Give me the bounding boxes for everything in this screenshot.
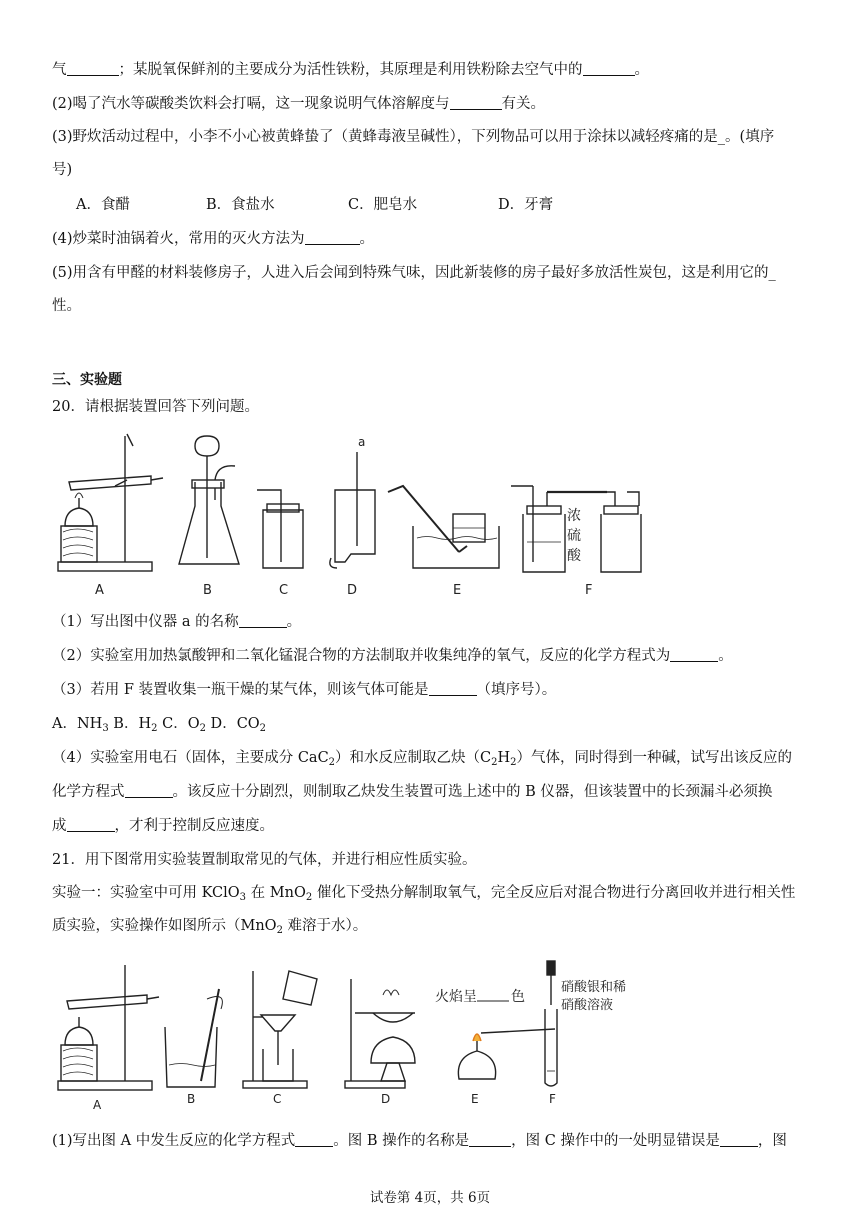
text: 有关。 — [501, 96, 546, 112]
fig-label-b: B — [203, 583, 212, 598]
section-title: 三、实验题 — [52, 372, 122, 388]
q19-line3b: 号) — [52, 162, 73, 178]
fig-label-d: D — [347, 583, 358, 598]
q19-line2 — [52, 94, 812, 114]
text: (2)喝了汽水等碳酸类饮料会打嗝，这一现象说明气体溶解度与 — [52, 96, 450, 112]
subscript: 3 — [102, 723, 109, 734]
q19-line1 — [52, 60, 812, 80]
fig-label-f: F — [585, 583, 593, 598]
text: 催化下受热分解制取氧气，完全反应后对混合物进行分离回收并进行相关性 — [312, 885, 796, 901]
option-d[interactable]: D．CO — [205, 716, 260, 732]
answer-blank[interactable] — [305, 230, 360, 245]
apparatus-d — [330, 452, 375, 568]
text: （1）写出图中仪器 a 的名称 — [52, 614, 239, 630]
option-a[interactable]: A．NH — [52, 716, 103, 732]
q20-part1 — [52, 612, 812, 632]
fig-label-e: E — [453, 583, 462, 598]
answer-blank[interactable] — [239, 613, 287, 628]
q21-exp1-line1 — [52, 883, 812, 908]
subscript: 2 — [199, 723, 206, 734]
option-c[interactable]: C．O — [157, 716, 200, 732]
q20-part4-line2 — [52, 782, 812, 802]
fig21-label-b: B — [187, 1092, 196, 1106]
q19-options — [76, 195, 836, 215]
answer-blank[interactable] — [450, 95, 502, 110]
text: (4)炒菜时油锅着火，常用的灭火方法为 — [52, 231, 305, 247]
setup-a — [58, 965, 159, 1090]
q20-stem: 20．请根据装置回答下列问题。 — [52, 399, 259, 415]
fig21-label-c: C — [273, 1092, 282, 1106]
text: 气 — [52, 62, 67, 78]
text: ）气体，同时得到一种碱，试写出该反应的 — [516, 750, 793, 766]
setup-c — [243, 971, 317, 1088]
q19-line4 — [52, 229, 812, 249]
subscript: 2 — [151, 723, 158, 734]
subscript: 2 — [510, 757, 517, 768]
answer-blank[interactable] — [67, 61, 119, 76]
reagent-label-1: 硝酸银和稀 — [561, 980, 627, 995]
text: ，图 — [757, 1133, 787, 1149]
text: 在 MnO — [246, 885, 306, 901]
option-c[interactable]: C．肥皂水 — [348, 197, 418, 213]
q21-part1 — [52, 1131, 812, 1151]
text: ）和水反应制取乙炔（C — [335, 750, 492, 766]
option-a[interactable]: A．食醋 — [76, 197, 130, 213]
apparatus-e — [388, 486, 499, 568]
q19-line5b: 性。 — [52, 298, 81, 314]
answer-blank[interactable] — [720, 1132, 758, 1147]
acid-label-2: 硫 — [567, 528, 581, 544]
option-b[interactable]: B．食盐水 — [206, 197, 275, 213]
text: 。图 B 操作的名称是 — [333, 1133, 470, 1149]
q20-part4-line3 — [52, 816, 812, 836]
text: （2）实验室用加热氯酸钾和二氧化锰混合物的方法制取并收集纯净的氧气，反应的化学方程式为 — [52, 648, 671, 664]
flame-label: 火焰呈 — [435, 989, 477, 1005]
subscript: 3 — [239, 892, 247, 903]
text: （填序号）。 — [476, 682, 557, 698]
q20-part2 — [52, 646, 812, 666]
text: （3）若用 F 装置收集一瓶干燥的某气体，则该气体可能是 — [52, 682, 429, 698]
text: 。 — [634, 62, 649, 78]
q20-part4-line1 — [52, 748, 812, 773]
answer-blank[interactable] — [583, 61, 635, 76]
flame-color-suffix: 色 — [511, 989, 525, 1005]
text: 。 — [359, 231, 375, 247]
setup-d — [345, 979, 415, 1088]
subscript: 2 — [259, 723, 267, 734]
q20-part3-options — [52, 714, 812, 739]
setup-f — [545, 961, 557, 1086]
answer-blank[interactable] — [125, 783, 173, 798]
subscript: 2 — [491, 757, 498, 768]
apparatus-a — [58, 434, 163, 571]
text: (1)写出图 A 中发生反应的化学方程式 — [52, 1133, 296, 1149]
text: 实验一：实验室中可用 KClO — [52, 885, 240, 901]
answer-blank[interactable] — [295, 1132, 333, 1147]
option-b[interactable]: B．H — [108, 716, 152, 732]
answer-blank[interactable] — [67, 817, 115, 832]
q19-line5: (5)用含有甲醛的材料装修房子，人进入后会闻到特殊气味，因此新装修的房子最好多放活性炭包，这是利用它的_ — [52, 265, 776, 281]
q20-apparatus-figure — [55, 430, 655, 600]
subscript: 2 — [305, 892, 313, 903]
subscript: 2 — [276, 925, 283, 936]
apparatus-b — [179, 436, 239, 564]
text: 。 — [718, 648, 733, 664]
text: ；某脱氧保鲜剂的主要成分为活性铁粉，其原理是利用铁粉除去空气中的 — [118, 62, 583, 78]
q21-exp1-line2 — [52, 916, 812, 941]
text: H — [497, 750, 511, 766]
q21-apparatus-figure — [55, 955, 665, 1115]
text: 。 — [286, 614, 302, 630]
page-footer: 试卷第 4页，共 6页 — [369, 1190, 491, 1206]
answer-blank[interactable] — [670, 647, 718, 662]
q19-line3: (3)野炊活动过程中，小李不小心被黄蜂蛰了（黄蜂毒液呈碱性），下列物品可以用于涂抹以减轻疼痛的是_。(填序 — [52, 129, 775, 145]
q20-part3 — [52, 680, 812, 700]
fig21-label-f: F — [549, 1092, 556, 1106]
reagent-label-2: 硝酸溶液 — [561, 998, 614, 1013]
option-d[interactable]: D．牙膏 — [498, 197, 554, 213]
text: 。该反应十分剧烈，则制取乙炔发生装置可选上述中的 B 仪器，但该装置中的长颈漏斗必须换 — [172, 784, 773, 800]
text: 质实验，实验操作如图所示（MnO — [52, 918, 277, 934]
text: （4）实验室用电石（固体，主要成分 CaC — [52, 750, 329, 766]
instrument-a-label: a — [358, 435, 366, 449]
setup-b — [165, 989, 222, 1087]
fig-label-c: C — [279, 583, 289, 598]
subscript: 2 — [328, 757, 336, 768]
fig21-label-e: E — [471, 1092, 479, 1106]
q21-stem: 21．用下图常用实验装置制取常见的气体，并进行相应性质实验。 — [52, 852, 477, 868]
answer-blank[interactable] — [429, 681, 477, 696]
apparatus-c — [257, 490, 303, 568]
text: 化学方程式 — [52, 784, 125, 800]
fig21-label-a: A — [93, 1098, 102, 1112]
setup-e — [458, 1029, 555, 1079]
acid-label-3: 酸 — [567, 548, 581, 564]
text: 成 — [52, 818, 67, 834]
fig21-label-d: D — [381, 1092, 391, 1106]
text: ，才利于控制反应速度。 — [114, 818, 274, 834]
fig-label-a: A — [95, 583, 104, 598]
acid-label-1: 浓 — [567, 508, 581, 524]
answer-blank[interactable] — [469, 1132, 511, 1147]
text: 难溶于水）。 — [282, 918, 368, 934]
text: ，图 C 操作中的一处明显错误是 — [511, 1133, 720, 1149]
